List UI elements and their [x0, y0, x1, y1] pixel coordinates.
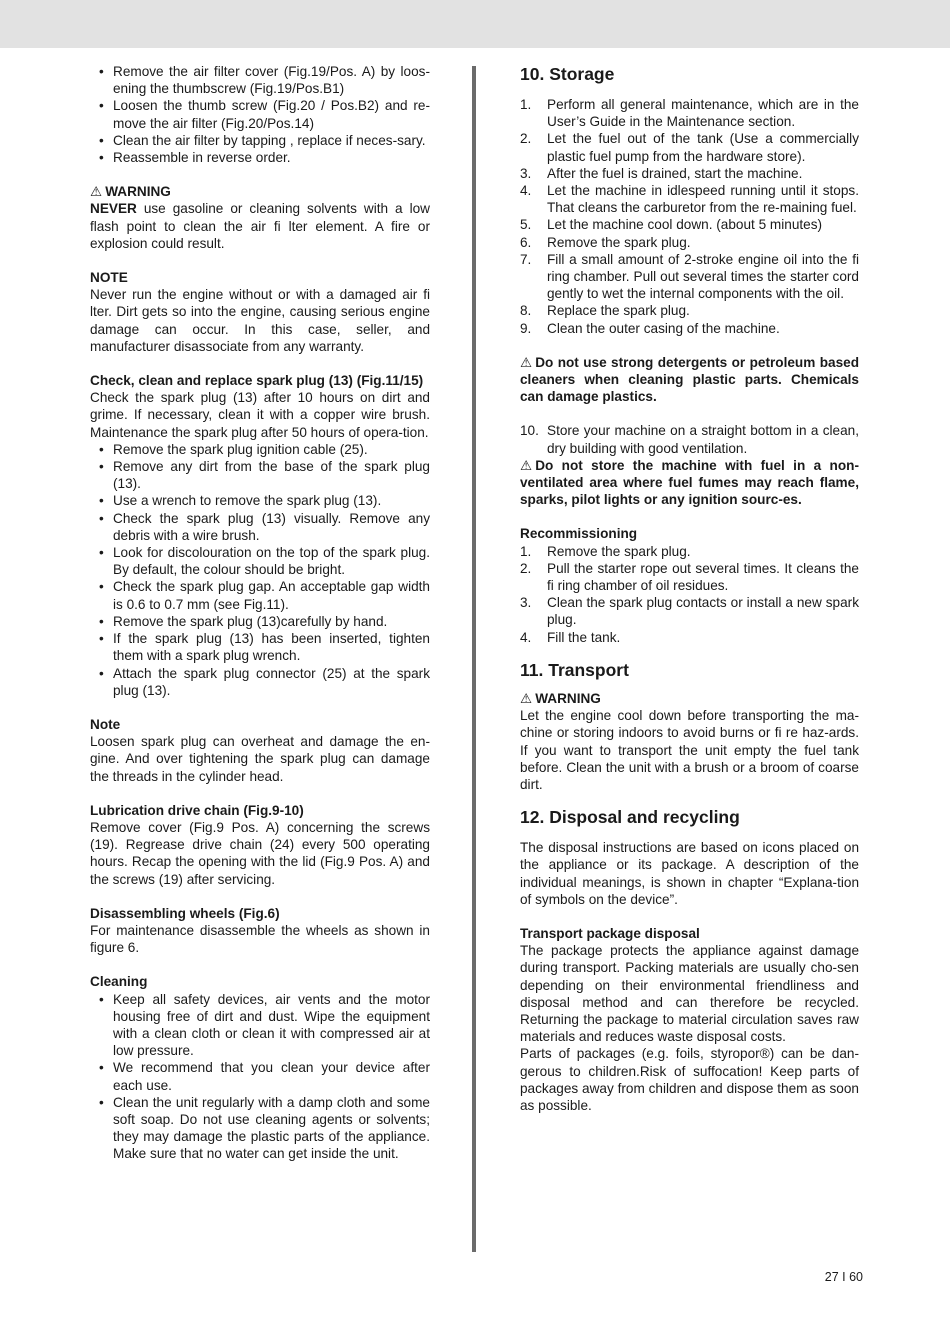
right-column: [520, 63, 859, 1114]
storage-step-10: [520, 422, 859, 456]
wheels-text: For maintenance disassemble the wheels as shown in figure 6.: [90, 922, 430, 956]
recommissioning-heading: Recommissioning: [520, 526, 638, 542]
transport-title: 11. Transport: [520, 659, 629, 680]
list-item: 3. Clean the spark plug contacts or install a new spark plug.: [520, 595, 859, 628]
warning-triangle-icon: ⚠: [90, 184, 103, 200]
disposal-title: 12. Disposal and recycling: [520, 807, 740, 828]
fuel-warning: ⚠ Do not store the machine with fuel in a non-ventilated area where fuel fumes may reach flame, sparks, pilot lights or any ignition sourc-es.: [520, 457, 859, 508]
package-danger-text: Parts of packages (e.g. foils, styropor®) can be dan-gerous to children.Risk of suffocation! Keep parts of packages away from children and dispose them as soon as possible.: [520, 1046, 859, 1113]
list-item: • Remove any dirt from the base of the spark plug (13).: [90, 458, 430, 492]
list-item: • Keep all safety devices, air vents and the motor housing free of dirt and dust. Wipe the equipment with a clean cloth or clean it with compressed air at low pressure.: [90, 991, 430, 1060]
warning-triangle-icon: ⚠: [520, 457, 533, 473]
warning-triangle-icon: ⚠: [520, 354, 533, 370]
list-item: • Look for discolouration on the top of the spark plug. By default, the colour should be bright.: [90, 544, 430, 578]
list-item: 4. Fill the tank.: [520, 629, 621, 645]
list-item: 4. Let the machine in idlespeed running until it stops. That cleans the carburetor from the re-maining fuel.: [520, 183, 859, 216]
list-item: • Remove the spark plug ignition cable (25).: [90, 441, 430, 458]
list-item: • Reassemble in reverse order.: [90, 149, 430, 166]
list-item: • Attach the spark plug connector (25) at the spark plug (13).: [90, 665, 430, 699]
note2-text: Loosen spark plug can overheat and damage the en-gine. And over tightening the spark plug can damage the threads in the cylinder head.: [90, 734, 430, 784]
recommissioning-steps: [520, 543, 859, 646]
warning-text: NEVER use gasoline or cleaning solvents with a low flash point to clean the air fi lter element. A fire or explosion could result.: [90, 201, 430, 251]
list-item: 3. After the fuel is drained, start the machine.: [520, 165, 803, 181]
lubrication-text: Remove cover (Fig.9 Pos. A) concerning the screws (19). Regrease drive chain (24) every 500 operating hours. Recap the opening with the lid (Fig.9 Pos. A) and the screws (19) after servicing.: [90, 819, 430, 887]
spark-plug-heading: Check, clean and replace spark plug (13) (Fig.11/15): [90, 373, 424, 389]
column-divider: [472, 66, 476, 1252]
list-item: • Clean the air filter by tapping , replace if neces-sary.: [90, 132, 430, 149]
wheels-heading: Disassembling wheels (Fig.6): [90, 905, 280, 921]
left-column: [90, 63, 430, 1163]
list-item: • Clean the unit regularly with a damp cloth and some soft soap. Do not use cleaning agents or solvents; they may damage the plastic parts of the appliance. Make sure that no water can get inside the unit.: [90, 1094, 430, 1163]
list-item: 1. Perform all general maintenance, which are in the User’s Guide in the Maintenance section.: [520, 97, 859, 130]
list-item: 10. Store your machine on a straight bottom in a clean, dry building with good ventilation.: [520, 423, 859, 456]
lubrication-heading: Lubrication drive chain (Fig.9-10): [90, 802, 304, 818]
list-item: 2. Pull the starter rope out several times. It cleans the fi ring chamber of oil residues.: [520, 560, 859, 594]
detergent-warning: ⚠ Do not use strong detergents or petroleum based cleaners when cleaning plastic parts. Chemicals can damage plastics.: [520, 354, 859, 405]
list-item: 6. Remove the spark plug.: [520, 234, 691, 250]
list-item: • Loosen the thumb screw (Fig.20 / Pos.B2) and re-move the air filter (Fig.20/Pos.14): [90, 97, 430, 131]
disposal-text: The disposal instructions are based on icons placed on the appliance or its package. A description of the individual meanings, is shown in chapter “Explana-tion of symbols on the device”.: [520, 840, 859, 907]
storage-title: 10. Storage: [520, 64, 615, 84]
spark-plug-steps: [90, 441, 430, 699]
list-item: 8. Replace the spark plug.: [520, 303, 690, 319]
list-item: • We recommend that you clean your device after each use.: [90, 1059, 430, 1093]
transport-warning-heading: ⚠ WARNING: [520, 690, 601, 706]
page-number: 27 I 60: [824, 1270, 863, 1284]
note2-heading: Note: [90, 716, 121, 732]
spark-plug-text: Check the spark plug (13) after 10 hours on dirt and grime. If necessary, clean it with a copper wire brush. Maintenance the spark plug after 50 hours of opera-tion.: [90, 390, 430, 440]
list-item: • Check the spark plug (13) visually. Remove any debris with a wire brush.: [90, 510, 430, 544]
note-text: Never run the engine without or with a damaged air fi lter. Dirt gets so into the engine, causing serious engine damage can occur. In this case, seller, and manufacturer disassociate from any warranty.: [90, 287, 430, 354]
transport-text: Let the engine cool down before transporting the ma-chine or storing indoors to avoid burns or fi re haz-ards. If you want to transport the unit empty the fuel tank before. Clean the unit with a brush or a broom of coarse dirt.: [520, 708, 859, 792]
list-item: • Remove the spark plug (13)carefully by hand.: [90, 613, 430, 630]
package-disposal-text: The package protects the appliance against damage during transport. Packing materials are usually cho-sen depending on their environmental friendliness and disposal method and can therefore be recycled. Returning the package to material circulation saves raw materials and reduces waste disposal costs.: [520, 943, 859, 1045]
package-disposal-heading: Transport package disposal: [520, 925, 700, 941]
list-item: 9. Clean the outer casing of the machine.: [520, 320, 780, 336]
cleaning-heading: Cleaning: [90, 974, 148, 990]
list-item: 2. Let the fuel out of the tank (Use a commercially plastic fuel pump from the hardware store).: [520, 131, 859, 164]
air-filter-steps: [90, 63, 430, 166]
list-item: • Check the spark plug gap. An acceptable gap width is 0.6 to 0.7 mm (see Fig.11).: [90, 578, 430, 612]
list-item: 1. Remove the spark plug.: [520, 543, 691, 559]
list-item: • Remove the air filter cover (Fig.19/Pos. A) by loos-ening the thumbscrew (Fig.19/Pos.B1): [90, 63, 430, 97]
warning-heading: ⚠ WARNING: [90, 184, 171, 200]
header-band: [0, 0, 950, 48]
note-heading: NOTE: [90, 270, 128, 286]
list-item: • If the spark plug (13) has been inserted, tighten them with a spark plug wrench.: [90, 630, 430, 664]
list-item: 5. Let the machine cool down. (about 5 minutes): [520, 217, 823, 233]
storage-steps: [520, 96, 859, 337]
list-item: 7. Fill a small amount of 2-stroke engine oil into the fi ring chamber. Pull out several times the starter cord gently to wet the internal components with the oil.: [520, 251, 859, 302]
list-item: • Use a wrench to remove the spark plug (13).: [90, 492, 430, 509]
warning-triangle-icon: ⚠: [520, 690, 533, 706]
cleaning-steps: [90, 991, 430, 1163]
